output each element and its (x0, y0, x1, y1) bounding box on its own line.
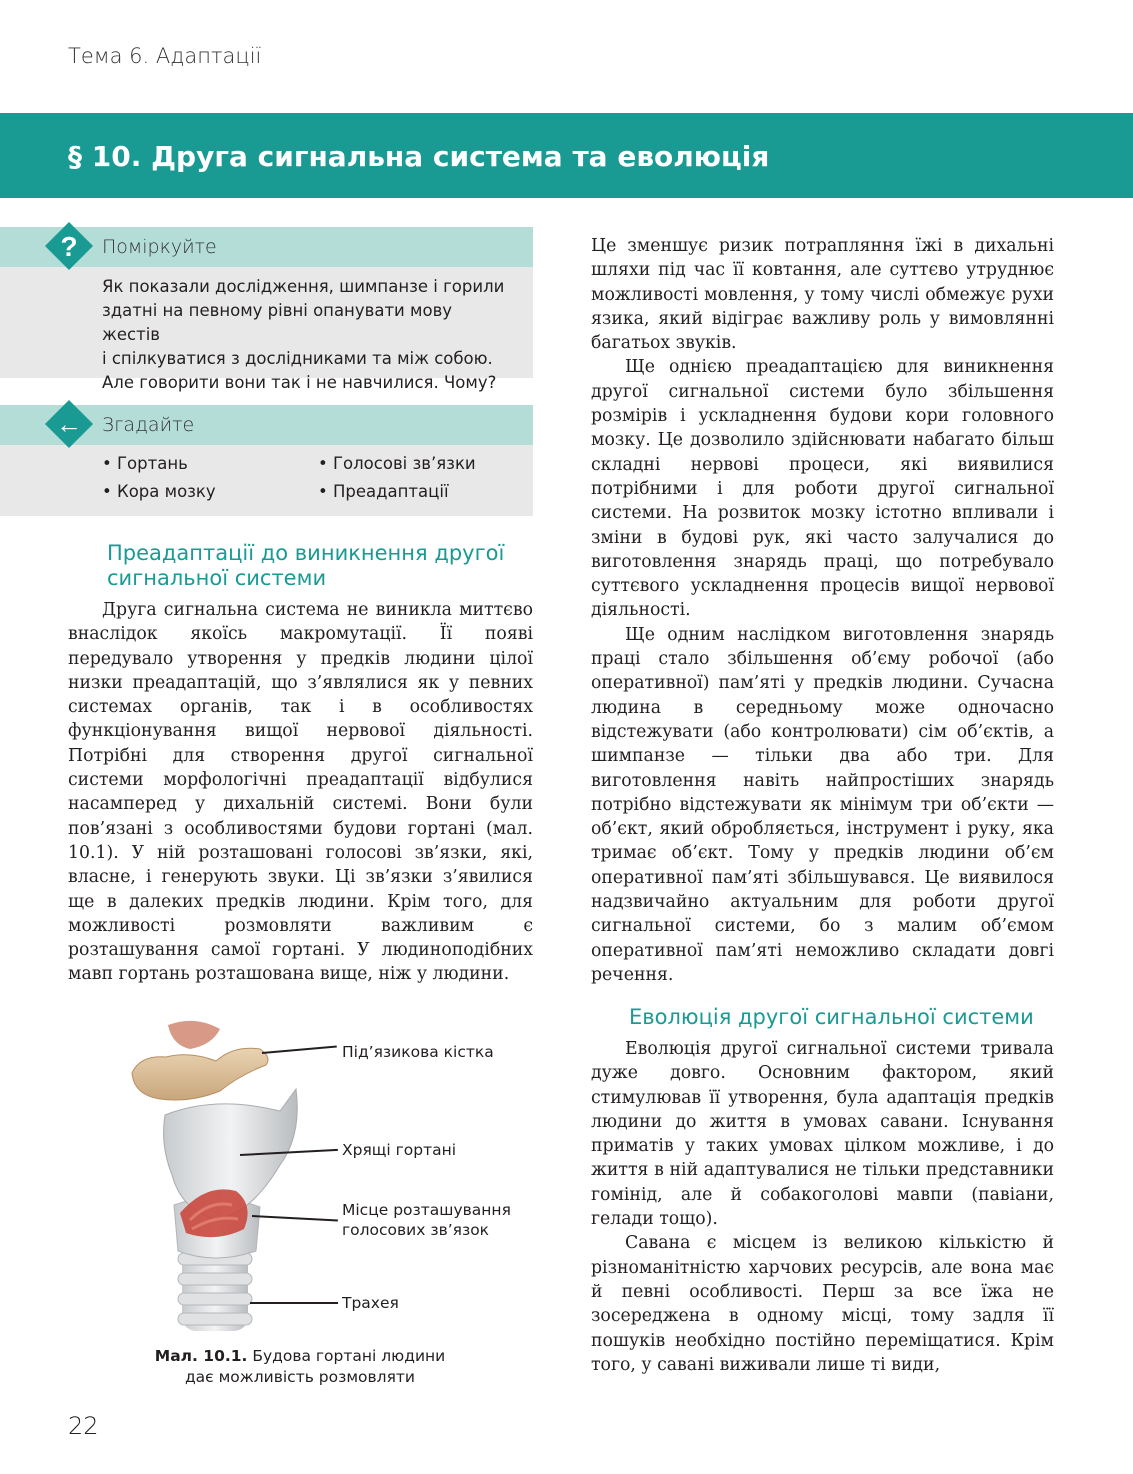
label-hyoid: Під’язикова кістка (342, 1043, 494, 1061)
section-heading-evolution: Еволюція другої сигнальної системи (629, 1005, 1034, 1029)
running-head: Тема 6. Адаптації (68, 44, 262, 68)
think-line: здатні на певному рівні опанувати мову жестів (102, 301, 453, 344)
label-cartilage: Хрящі гортані (342, 1141, 457, 1159)
label-trachea: Трахея (342, 1294, 399, 1312)
paragraph: Це зменшує ризик потрапляння їжі в дихальні шляхи під час її ковтання, але суттєво утруднює можливості мовлення, у тому числі обмежує рухи язика, який відіграє важливу роль у вимовлянні багатьох звуків. (591, 236, 1054, 354)
think-box-text (102, 275, 512, 395)
right-column-text-2 (591, 1037, 1054, 1377)
page-title: § 10. Друга сигнальна система та еволюція (68, 140, 770, 173)
think-box-title: Поміркуйте (102, 236, 217, 258)
recall-item: • Голосові зв’язки (318, 454, 476, 473)
larynx-illustration (120, 1015, 320, 1335)
recall-box-title: Згадайте (102, 414, 195, 436)
think-line: і спілкуватися з дослідниками та між собою. (102, 349, 493, 368)
epiglottis-shape (168, 1021, 220, 1049)
caption-number: Мал. 10.1. (154, 1347, 248, 1365)
paragraph: Ще одним наслідком виготовлення знарядь праці стало збільшення об’єму робочої (або оперативної) пам’яті у предків людини. Сучасна людина в середньому може одночасно відстежувати (або контролювати) сім об’єктів, а шимпанзе — тільки два або три. Для виготовлення навіть найпростіших знарядь потрібно відстежувати як мінімум три об’єкти — об’єкт, який обробляється, інструмент і руку, яка тримає об’єкт. Тому у предків людини об’єм оперативної пам’яті збільшувався. Це виявилося надзвичайно актуальним для роботи другої сигнальної системи, бо з малим об’ємом оперативної пам’яті неможливо складати довгі речення. (591, 624, 1054, 985)
recall-item: • Преадаптації (318, 482, 449, 501)
label-line: Місце розташування (342, 1201, 511, 1219)
question-icon-glyph: ? (60, 231, 78, 262)
page-number: 22 (68, 1412, 99, 1440)
trachea-leader (250, 1302, 338, 1304)
figure-caption (150, 1346, 450, 1388)
hyoid-bone-shape (132, 1048, 268, 1100)
heading-line: сигнальної системи (107, 566, 327, 590)
paragraph: Ще однією преадаптацією для виникнення другої сигнальної системи було збільшення розмірів і ускладнення будови кори головного мозку. Це дозволило здійснювати набагато більш складні нервові процеси, які виявилися потрібними і для роботи другої сигнальної системи. На розвиток мозку істотно впливали і зміни в будові рук, які часто залучалися до виготовлення знарядь праці, що потребувало суттєвого ускладнення процесів вищої нервової діяльності. (591, 357, 1054, 621)
label-line: голосових зв’язок (342, 1221, 490, 1239)
paragraph: Еволюція другої сигнальної системи тривала дуже довго. Основним фактором, який стимулював її утворення, була адаптація предків людини до життя в умовах савани. Існування приматів у таких умовах цілком можливе, і до життя в ній адаптувалися не тільки представники гомінід, але й собакоголові мавпи (павіани, гелади тощо). (591, 1039, 1054, 1230)
recall-item: • Кора мозку (102, 482, 216, 501)
paragraph: Друга сигнальна система не виникла миттєво внаслідок якоїсь макромутації. Її появі передувало утворення у предків людини цілої низки преадаптацій, що з’являлися як у певних системах органів, так і в особливостях функціонування вищої нервової діяльності. Потрібні для створення другої сигнальної системи морфологічні преадаптації відбулися насамперед у дихальній системі. Вони були пов’язані з особливостями будови гортані (мал. 10.1). У ній розташовані голосові зв’язки, які, власне, і генерують звуки. Ці зв’язки з’явилися ще в далеких предків людини. Крім того, для можливості розмовляти важливим є розташування самої гортані. У людиноподібних мавп гортань розташована вище, ніж у людини. (68, 600, 533, 985)
right-column-text (591, 234, 1054, 987)
recall-item: • Гортань (102, 454, 188, 473)
paragraph: Савана є місцем із великою кількістю й різноманітністю харчових ресурсів, але вона має й певні особливості. Перш за все їжа не зосереджена в одному місці, тому задля її пошуків необхідно постійно переміщатися. Крім того, у савані виживали лише ті види, (591, 1233, 1054, 1375)
think-line: Але говорити вони так і не навчилися. Чому? (102, 373, 497, 392)
think-line: Як показали дослідження, шимпанзе і горили (102, 277, 505, 296)
section1-body (68, 598, 533, 987)
heading-line: Преадаптації до виникнення другої (107, 541, 505, 565)
arrow-left-icon-glyph: ← (56, 409, 82, 439)
caption-text: Будова гортані людини дає можливість розмовляти (184, 1347, 446, 1386)
label-vocal-cords (342, 1200, 511, 1240)
section-heading-preadaptations (107, 541, 527, 591)
